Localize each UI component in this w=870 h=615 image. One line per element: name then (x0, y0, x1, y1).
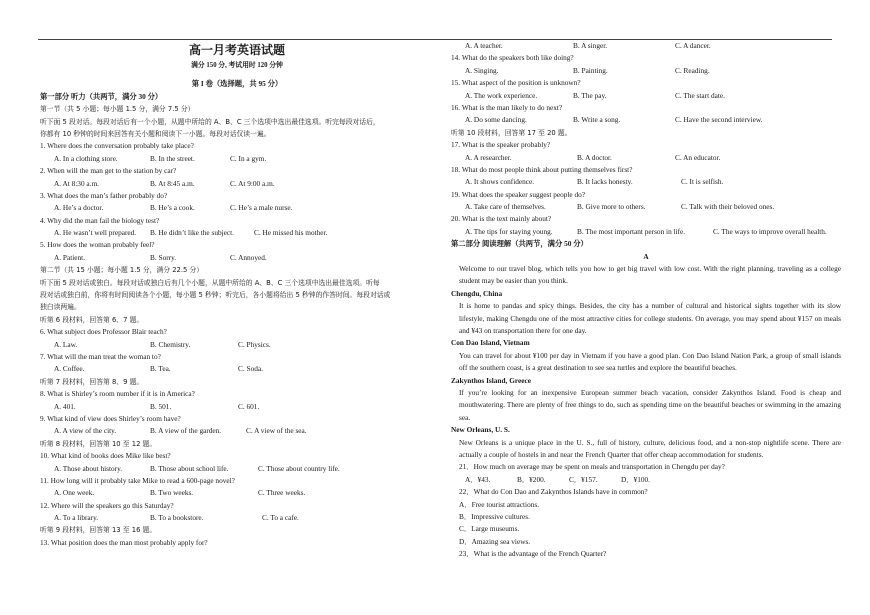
option-a: A. To a library. (54, 513, 99, 523)
question-20-options (451, 226, 841, 238)
question-15-options (451, 90, 841, 102)
option-b: B. The pay. (573, 90, 607, 100)
option-b: B. Painting. (573, 65, 608, 75)
option-b: B. He didn’t like the subject. (150, 228, 234, 238)
option-a: A. Coffee. (54, 364, 85, 374)
material-9: 听第 9 段材料，回答第 13 至 16 题。 (40, 526, 157, 535)
question-18-options (451, 176, 841, 188)
question-5: 5. How does the woman probably feel? (40, 240, 155, 250)
option-a: A. He’s a doctor. (54, 203, 104, 213)
section1-instruction: 听下面 5 段对话。每段对话后有一个小题，从题中所给的 A、B、C 三个选项中选出最佳选项。听完每段对话后， (40, 117, 380, 126)
question-19-options (451, 201, 841, 213)
option-b: B. Write a song. (573, 115, 621, 125)
option-c: C. It is selfish. (681, 177, 724, 187)
option-b: B．¥200. (517, 474, 546, 484)
section1-intro: 第一节（共 5 小题；每小题 1.5 分，满分 7.5 分） (40, 105, 195, 114)
option-a: A. Singing. (465, 65, 499, 75)
section2-instruction: 段对话或独白前，你将有时间阅读各个小题，每小题 5 秒钟；听完后，各小题将给出 5 秒钟的作答时间。每段对话或 (40, 291, 391, 300)
option-b: B. Two weeks. (150, 488, 194, 498)
option-c: C. A dancer. (675, 41, 711, 50)
option-b: B. It lacks honesty. (577, 177, 633, 187)
question-7-options (40, 363, 434, 375)
option-a: A. A view of the city. (54, 426, 117, 436)
question-20: 20. What is the text mainly about? (451, 214, 552, 224)
exam-subtitle: 满分 150 分, 考试用时 120 分钟 (191, 62, 283, 69)
option-c: C. Physics. (238, 339, 271, 349)
option-c: C. At 9:00 a.m. (230, 178, 275, 188)
option-a: A. Take care of themselves. (465, 202, 546, 212)
section2-intro: 第二节（共 15 小题；每小题 1.5 分，满分 22.5 分） (40, 266, 204, 275)
question-19: 19. What does the speaker suggest people do? (451, 189, 586, 199)
question-14-options (451, 65, 841, 77)
question-22-option-a: A．Free tourist attractions. (459, 499, 540, 509)
option-b: B. Tea. (150, 364, 171, 374)
question-6-options (40, 339, 434, 351)
question-14: 14. What do the speakers both like doing? (451, 53, 574, 63)
material-6: 听第 6 段材料，回答第 6、7 题。 (40, 315, 144, 324)
question-6: 6. What subject does Professor Blair teach? (40, 327, 167, 337)
option-c: C. Reading. (675, 65, 710, 75)
question-4-options (40, 227, 434, 239)
option-c: C. 601. (238, 401, 260, 411)
material-10: 听第 10 段材料，回答第 17 至 20 题。 (451, 128, 572, 137)
option-b: B. Chemistry. (150, 339, 191, 349)
question-2: 2. When will the man get to the station by car? (40, 166, 177, 176)
question-1: 1. Where does the conversation probably take place? (40, 141, 194, 151)
neworleans-paragraph: New Orleans is a unique place in the U. S., full of history, culture, delicious food, and a non-stop nightlife scene. There are actually a couple of hostels in and near the French Quarter that offer cheap accommodation for students. (459, 437, 841, 459)
option-a: A. 401. (54, 401, 76, 411)
section1-instruction: 你都有 10 秒钟的时间来回答有关小题和阅读下一小题。每段对话仅读一遍。 (40, 129, 271, 138)
option-b: B. To a bookstore. (150, 513, 204, 523)
question-2-options (40, 178, 434, 190)
question-17: 17. What is the speaker probably? (451, 140, 551, 150)
left-column (40, 40, 434, 549)
option-c: C. In a gym. (230, 153, 267, 163)
question-16: 16. What is the man likely to do next? (451, 102, 563, 112)
option-c: C. To a cafe. (262, 513, 299, 523)
question-12-options (40, 512, 434, 524)
option-a: A．¥43. (465, 474, 491, 484)
condao-title: Con Dao Island, Vietnam (451, 338, 530, 348)
question-3-options (40, 202, 434, 214)
option-c: C. Have the second interview. (675, 115, 763, 125)
chengdu-title: Chengdu, China (451, 288, 503, 298)
option-a: A. One week. (54, 488, 95, 498)
option-c: C. An educator. (675, 152, 721, 162)
option-a: A. Law. (54, 339, 78, 349)
option-a: A. Do some dancing. (465, 115, 527, 125)
question-4: 4. Why did the man fail the biology test? (40, 215, 160, 225)
option-a: A. The tips for staying young. (465, 226, 553, 236)
option-c: C. Annoyed. (230, 252, 267, 262)
question-3: 3. What does the man’s father probably do? (40, 190, 168, 200)
option-b: B. Those about school life. (150, 463, 229, 473)
option-c: C．¥157. (569, 474, 598, 484)
condao-paragraph: You can travel for about ¥100 per day in Vietnam if you have a good plan. Con Dao Island Nation Park, a group of small islands off the southern coast, is a great destination to see sea turtles and explore the beautiful beaches. (459, 350, 841, 373)
question-11-options (40, 487, 434, 499)
question-5-options (40, 252, 434, 264)
question-15: 15. What aspect of the position is unknown? (451, 78, 581, 88)
question-8-options (40, 401, 434, 413)
option-c: C. The start date. (675, 90, 725, 100)
passage-intro: Welcome to our travel blog, which tells you how to get big travel with low cost. With the right planning, traveling as a college student may be easier than you think. (459, 264, 841, 286)
option-c: C. Three weeks. (258, 488, 306, 498)
question-21-options (451, 474, 841, 486)
section2-instruction: 听下面 5 段对话或独白。每段对话或独白后有几个小题，从题中所给的 A、B、C 三个选项中选出最佳选项。听每 (40, 278, 380, 287)
option-b: B. Sorry. (150, 252, 177, 262)
question-21: 21．How much on average may be spent on meals and transportation in Chengdu per day? (459, 462, 725, 472)
question-17-options (451, 152, 841, 164)
option-c: C. Talk with their beloved ones. (681, 202, 775, 212)
question-10-options (40, 463, 434, 475)
question-10: 10. What kind of books does Mike like best? (40, 451, 171, 461)
option-a: A. The work experience. (465, 90, 538, 100)
section2-instruction: 独白读两遍。 (40, 303, 81, 312)
option-b: B. The most important person in life. (577, 226, 686, 236)
option-b: B. At 8:45 a.m. (150, 178, 195, 188)
neworleans-title: New Orleans, U. S. (451, 425, 510, 435)
zakynthos-paragraph: If you’re looking for an inexpensive European summer beach vacation, consider Zakynthos Island. Food is cheap and mouthwatering. There are plenty of free things to do, such as spending time on the beautiful beaches or swimming in the amazing sea. (459, 387, 841, 422)
question-16-options (451, 114, 841, 126)
option-a: A. In a clothing store. (54, 153, 118, 163)
question-1-options (40, 153, 434, 165)
right-column (451, 40, 841, 560)
listening-heading: 第一部分 听力（共两节，满分 30 分） (40, 91, 163, 101)
question-23: 23．What is the advantage of the French Quarter? (459, 549, 607, 559)
zakynthos-title: Zakynthos Island, Greece (451, 375, 531, 385)
material-7: 听第 7 段材料，回答第 8、9 题。 (40, 377, 144, 386)
question-22-option-d: D．Amazing sea views. (459, 536, 531, 546)
material-8: 听第 8 段材料，回答第 10 至 12 题。 (40, 439, 157, 448)
question-22-option-c: C．Large museums. (459, 524, 520, 534)
option-b: B. 501. (150, 401, 172, 411)
option-a: A. He wasn’t well prepared. (54, 228, 137, 238)
option-b: B. A doctor. (577, 152, 612, 162)
option-a: A. Those about history. (54, 463, 123, 473)
question-12: 12. Where will the speakers go this Saturday? (40, 500, 174, 510)
option-b: B. Give more to others. (577, 202, 646, 212)
exam-title: 高一月考英语试题 (188, 43, 285, 57)
question-9-options (40, 425, 434, 437)
option-a: A. A researcher. (465, 152, 512, 162)
option-c: C. He’s a male nurse. (230, 203, 293, 213)
option-c: C. A view of the sea. (246, 426, 307, 436)
reading-heading: 第二部分 阅读理解（共两节，满分 50 分） (451, 239, 588, 249)
option-b: B. A view of the garden. (150, 426, 222, 436)
question-9: 9. What kind of view does Shirley’s room have? (40, 413, 181, 423)
option-d: D．¥100. (621, 474, 650, 484)
option-c: C. He missed his mother. (254, 228, 328, 238)
option-c: C. The ways to improve overall health. (713, 226, 827, 236)
question-13-options (451, 40, 841, 52)
option-a: A. At 8:30 a.m. (54, 178, 99, 188)
question-13: 13. What position does the man most probably apply for? (40, 537, 208, 547)
option-b: B. He’s a cook. (150, 203, 195, 213)
question-18: 18. What do most people think about putting themselves first? (451, 164, 633, 174)
question-22-option-b: B．Impressive cultures. (459, 511, 530, 521)
option-b: B. In the street. (150, 153, 195, 163)
option-b: B. A singer. (573, 41, 608, 50)
option-c: C. Soda. (238, 364, 263, 374)
option-a: A. A teacher. (465, 41, 503, 50)
passage-label: A (643, 251, 649, 261)
question-7: 7. What will the man treat the woman to? (40, 351, 161, 361)
chengdu-paragraph: It is home to pandas and spicy things. Besides, the city has a number of cultural and historical sights together with its slow lifestyle, making Chengdu one of the most attractive cities for college students. On average, you may spend about ¥157 on meals and ¥43 on transportation there for one day. (459, 301, 841, 336)
question-11: 11. How long will it probably take Mike to read a 600-page novel? (40, 475, 235, 485)
question-22: 22．What do Con Dao and Zakynthos Islands have in common? (459, 487, 648, 497)
option-c: C. Those about country life. (258, 463, 340, 473)
question-8: 8. What is Shirley’s room number if it is in America? (40, 389, 195, 399)
option-a: A. It shows confidence. (465, 177, 535, 187)
option-a: A. Patient. (54, 252, 86, 262)
part-title: 第 I 卷（选择题，共 95 分） (191, 79, 283, 89)
